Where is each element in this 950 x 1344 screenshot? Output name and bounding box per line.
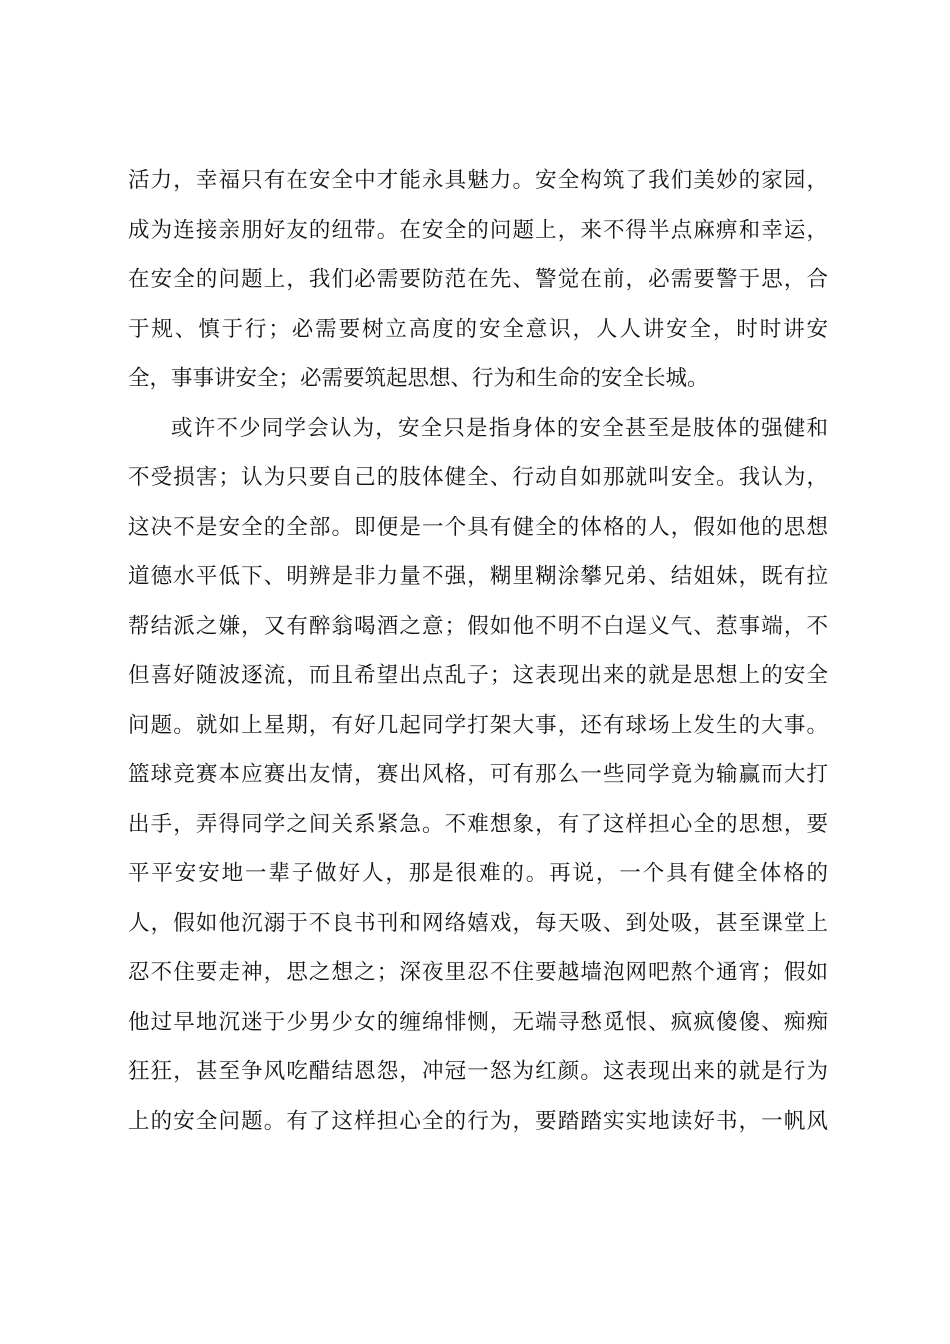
text-line: 不受损害；认为只要自己的肢体健全、行动自如那就叫安全。我认为，: [128, 465, 828, 490]
text-line: 上的安全问题。有了这样担心全的行为，要踏踏实实地读好书，一帆风: [128, 1108, 828, 1134]
text-line-indented: 或许不少同学会认为，安全只是指身体的安全甚至是肢体的强健和: [171, 415, 828, 441]
paragraph-2: [128, 404, 828, 1147]
text-line: 全，事事讲安全；必需要筑起思想、行为和生命的安全长城。: [128, 366, 709, 391]
text-line: 于规、慎于行；必需要树立高度的安全意识，人人讲安全，时时讲安: [128, 316, 828, 342]
text-line: 道德水平低下、明辨是非力量不强，糊里糊涂攀兄弟、结姐妹，既有拉: [128, 564, 828, 589]
text-line: 但喜好随波逐流，而且希望出点乱子；这表现出来的就是思想上的安全: [128, 663, 828, 688]
text-line: 这决不是安全的全部。即便是一个具有健全的体格的人，假如他的思想: [128, 514, 828, 540]
paragraph-1: [128, 156, 828, 404]
text-line: 平平安安地一辈子做好人，那是很难的。再说，一个具有健全体格的: [128, 861, 828, 886]
text-line: 忍不住要走神，思之想之；深夜里忍不住要越墙泡网吧熬个通宵；假如: [128, 960, 828, 985]
text-line: 篮球竞赛本应赛出友情，赛出风格，可有那么一些同学竟为输赢而大打: [128, 762, 828, 787]
text-line: 帮结派之嫌，又有醉翁喝酒之意；假如他不明不白逞义气、惹事端，不: [128, 613, 828, 639]
text-line: 成为连接亲朋好友的纽带。在安全的问题上，来不得半点麻痹和幸运，: [128, 217, 828, 243]
document-body: [128, 156, 828, 1146]
text-line: 出手，弄得同学之间关系紧急。不难想象，有了这样担心全的思想，要: [128, 811, 828, 837]
text-line: 人，假如他沉溺于不良书刊和网络嬉戏，每天吸、到处吸，甚至课堂上: [128, 910, 828, 936]
text-line: 他过早地沉迷于少男少女的缠绵悱恻，无端寻愁觅恨、疯疯傻傻、痴痴: [128, 1009, 828, 1035]
text-line: 问题。就如上星期，有好几起同学打架大事，还有球场上发生的大事。: [128, 712, 828, 738]
text-line: 在安全的问题上，我们必需要防范在先、警觉在前，必需要警于思，合: [128, 267, 828, 292]
text-line: 活力，幸福只有在安全中才能永具魅力。安全构筑了我们美妙的家园，: [128, 168, 828, 193]
text-line: 狂狂，甚至争风吃醋结恩怨，冲冠一怒为红颜。这表现出来的就是行为: [128, 1059, 828, 1084]
